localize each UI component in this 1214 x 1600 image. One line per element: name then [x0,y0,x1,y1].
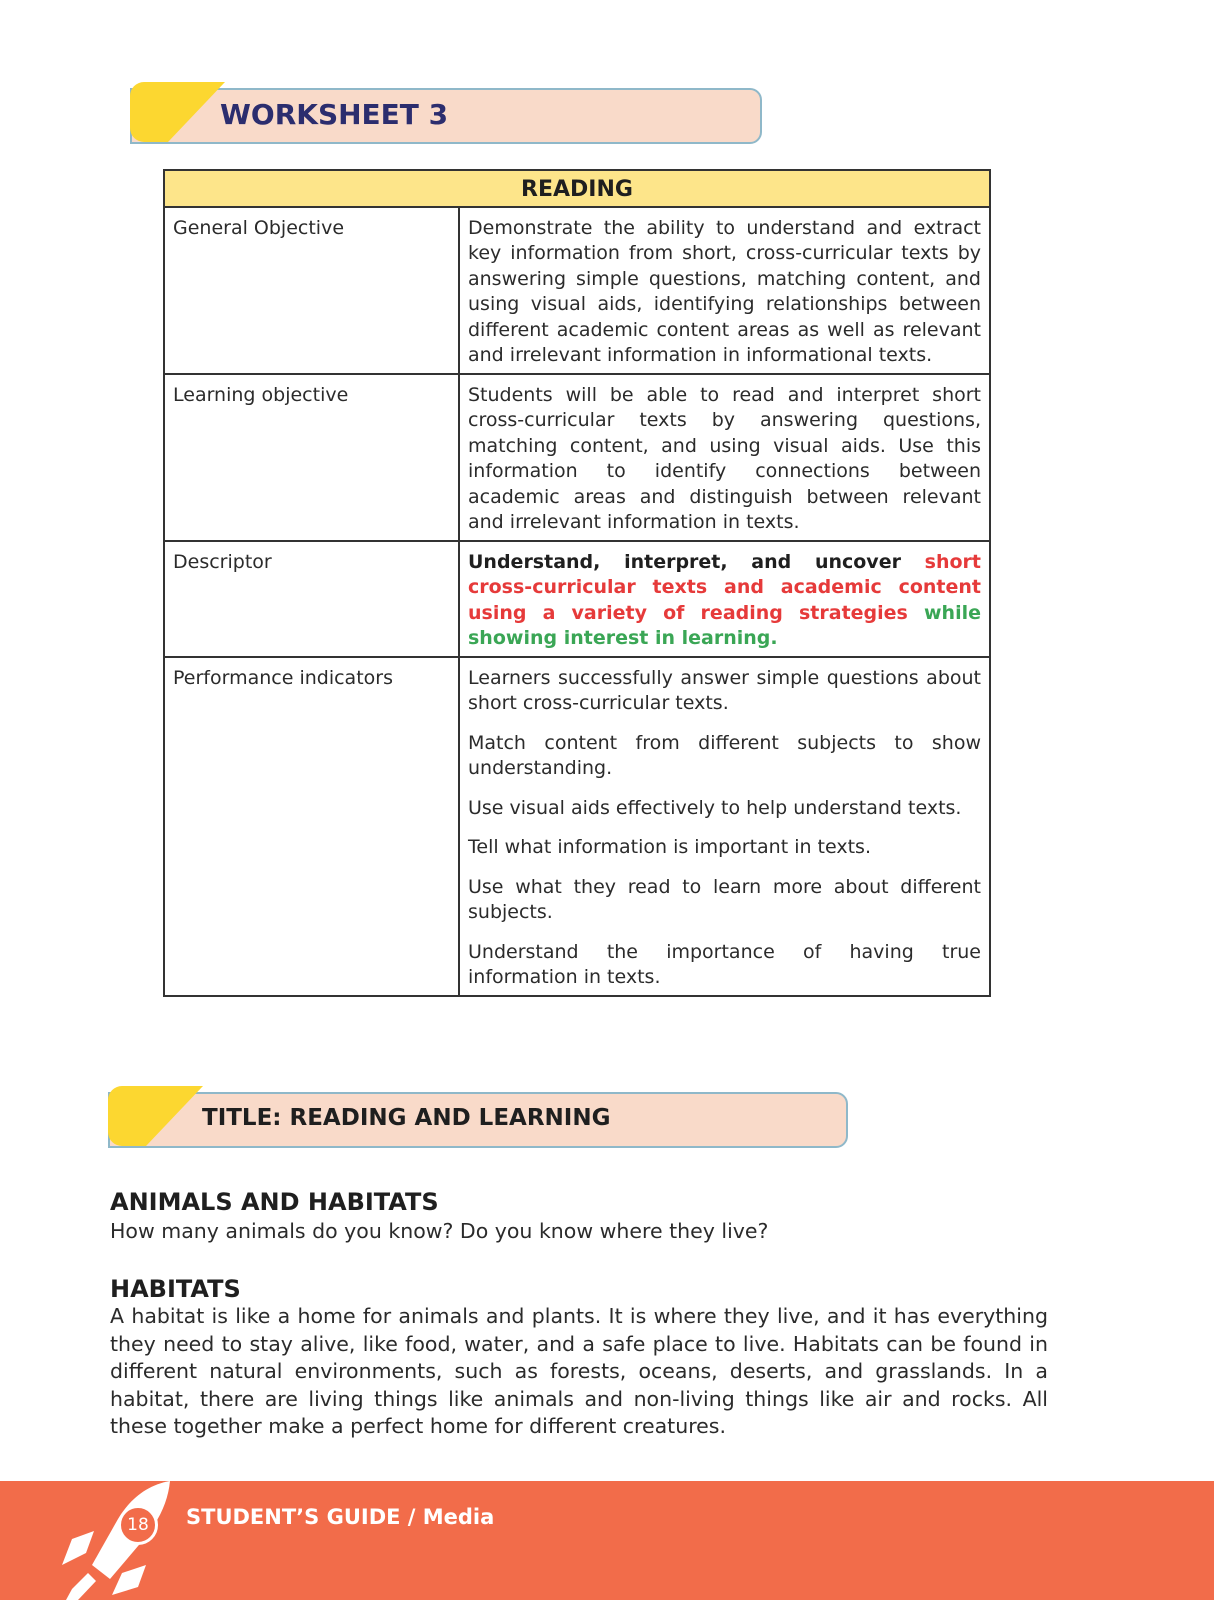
descriptor-black-text: Understand, interpret, and uncover [468,550,925,573]
rocket-icon [52,1481,172,1600]
guide-label: STUDENT’S GUIDE / Media [186,1505,495,1529]
row-key-performance-indicators: Performance indicators [164,657,459,996]
row-value-descriptor [459,541,990,657]
worksheet-title: WORKSHEET 3 [220,98,449,131]
performance-indicator: Use what they read to learn more about different subjects. [468,875,981,923]
row-key-descriptor: Descriptor [164,541,459,657]
page-footer [0,1481,1214,1600]
table-row [164,657,990,996]
section-heading-animals-habitats: ANIMALS AND HABITATS [110,1188,439,1216]
row-value-learning-objective: Students will be able to read and interpret short cross-curricular texts by answering questions, matching content, and using visual aids. Use this information to identify connections between academic areas and distinguish between relevant and irrelevant information in texts. [459,374,990,541]
table-header-row [164,170,990,207]
row-value-performance-indicators [459,657,990,996]
performance-indicator: Learners successfully answer simple questions about short cross-curricular texts. [468,666,981,714]
lesson-title: TITLE: READING AND LEARNING [202,1105,611,1131]
section-text-animals-habitats: How many animals do you know? Do you know where they live? [110,1219,769,1243]
descriptor-green-text: while showing interest in learning. [468,601,981,649]
title-banner [108,1086,848,1154]
performance-indicator: Understand the importance of having true information in texts. [468,940,981,988]
performance-indicator: Match content from different subjects to show understanding. [468,731,981,779]
table-row [164,541,990,657]
table-row [164,207,990,374]
worksheet-banner [130,82,760,150]
table-row [164,374,990,541]
performance-indicator: Tell what information is important in texts. [468,836,871,858]
page-number: 18 [118,1505,158,1545]
section-text-habitats: A habitat is like a home for animals and plants. It is where they live, and it has everything they need to stay alive, like food, water, and a safe place to live. Habitats can be found in different natural environments, such as forests, oceans, deserts, and grasslands. In a habitat, there are living things like animals and non-living things like air and rocks. All these together make a perfect home for different creatures. [110,1304,1048,1438]
row-value-general-objective: Demonstrate the ability to understand and extract key information from short, cross-curricular texts by answering simple questions, matching content, and using visual aids, identifying relationships between different academic content areas as well as relevant and irrelevant information in informational texts. [459,207,990,374]
table-header: READING [164,170,990,207]
performance-indicator: Use visual aids effectively to help understand texts. [468,796,962,819]
section-heading-habitats: HABITATS [110,1275,241,1303]
descriptor-red-text: short cross-curricular texts and academic content using a variety of reading strategies [468,550,981,624]
reading-objectives-table [163,169,991,997]
row-key-learning-objective: Learning objective [164,374,459,541]
row-key-general-objective: General Objective [164,207,459,374]
